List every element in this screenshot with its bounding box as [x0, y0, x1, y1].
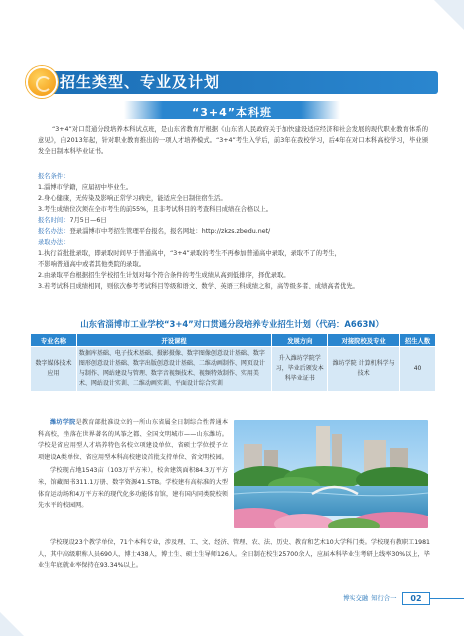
program-intro: “3+4”对口贯通分段培养本科试点班，是山东省教育厅根据《山东省人民政府关于加快建设适应经济和社会发展的现代职业教育体系的意见》，自2013年起，针对职业教育推出的一项人才培养模式。“3+4”考生入学后，前3年在我校学习，后4年在对口本科高校学习，毕业颁发全日制本科毕业证书。: [38, 126, 428, 155]
college-name: 潍坊学院: [50, 419, 76, 426]
cell-direction: 升入潍坊学院学习，毕业后颁发本科毕业证书: [272, 347, 328, 392]
program-title-banner: [124, 101, 340, 119]
college-paragraph: 学校现占地1543亩（103万平方米），校舍建筑面积84.3万平方米，馆藏图书311.1万册、数字资源41.5TB。学校建有高标准的大型体育运动场和4万平方米的现代化多功能体育馆，建有国内同类院校领先水平的校园网。: [38, 467, 228, 510]
campus-illustration: [234, 420, 428, 528]
method-value: 登录淄博市中考招生管理平台报名，报名网址：http://zkzs.zbedu.net/: [69, 228, 271, 235]
admission-item: 3.若考试科目成绩相同，则依次参考考试科目等级和语文、数学、英语三科成绩之和，高等级多者、成绩高者优先。: [38, 283, 359, 290]
slogan-part-b: 知行合一: [371, 595, 397, 602]
footer-slogan: [340, 593, 396, 605]
admission-item: 1.执行首批批录取，即录取时间早于普通高中，“3+4”录取的考生不再参加普通高中录取，录取不了的考生，: [38, 250, 341, 257]
table-header-row: [31, 334, 436, 347]
slogan-part-a: 博实交融: [343, 595, 369, 602]
condition-item: 1.淄博市学籍，应届初中毕业生。: [38, 184, 133, 191]
time-value: 7月5日—6日: [69, 217, 107, 224]
corner-decoration-top: [434, 0, 464, 30]
header-direction: 发展方向: [272, 334, 328, 347]
registration-time: [38, 215, 430, 226]
admission-item: 不影响普通高中或者其他类院的录取。: [38, 261, 146, 268]
page-number: 02: [402, 592, 430, 605]
corner-decoration-bottom: [0, 612, 24, 636]
header-major: 专业名称: [31, 334, 77, 347]
cell-major: 数字媒体技术应用: [31, 347, 77, 392]
admission-conditions: [38, 171, 430, 292]
header-courses: 开设课程: [76, 334, 271, 347]
program-title: “3+4”本科班: [192, 106, 272, 119]
section-title: 招生类型、专业及计划: [60, 73, 221, 91]
campus-photo: [234, 420, 428, 528]
enrollment-plan-table: [30, 333, 436, 392]
college-intro: [38, 417, 228, 514]
footer-rule: [430, 598, 464, 599]
admission-item: 2.由录取平台根据招生学校招生计划对每个符合条件的考生成绩从高到低排序，择优录取。: [38, 272, 290, 279]
cell-partner: 潍坊学院 计算机科学与技术: [328, 347, 400, 392]
admission-heading: 录取办法：: [38, 239, 70, 246]
registration-method: [38, 226, 430, 237]
table-row: [31, 347, 436, 392]
section-badge-icon: [26, 66, 58, 98]
condition-item: 3.考生成绩位次须在全市考生的前55%，且非考试科目的考查科目成绩在合格以上。: [38, 206, 273, 213]
cell-count: 40: [400, 347, 436, 392]
condition-item: 2.身心健康，无传染及影响正常学习病史，能适应全日制住宿生活。: [38, 195, 227, 202]
time-label: 报名时间：: [38, 217, 70, 224]
header-count: 招生人数: [400, 334, 436, 347]
conditions-heading: 报名条件：: [38, 173, 70, 180]
method-label: 报名办法：: [38, 228, 70, 235]
header-partner: 对接院校及专业: [328, 334, 400, 347]
plan-title: 山东省淄博市工业学校“3+4”对口贯通分段培养专业招生计划（代码：A663N）: [80, 319, 384, 329]
college-paragraph: 潍坊学院是教育部批准设立的一所山东省属全日制综合性普通本科高校，坐落在世界著名的风筝之都、全国文明城市——山东潍坊。学校是省应用型人才培养特色名校立项建设单位、省硕士学位授予立项建设A类单位、省应用型本科高校建设首批支持单位、省文明校园。: [38, 419, 229, 461]
college-paragraph: 学校现设23个教学单位，71个本科专业，涉及理、工、文、经济、管理、农、法、历史、教育和艺术10大学科门类。学校现有教职工1981人，其中高级职称人员690人，博士438人，博士生、硕士生导师126人。全日制在校生25700余人，应届本科毕业生考研上线率30%以上，毕业生年底就业率保持在93.34%以上。: [38, 539, 430, 570]
section-header: [26, 66, 438, 98]
cell-courses: 数据库基础、电子技术基础、摄影摄像、数字图像创意设计基础、数字图形创意设计基础、数字出版创意设计基础、二维动画制作、网页设计与制作、网站建设与管理、数字音视频技术、视频特效制作、实用美术、网站设计实训、二维动画实训、平面设计综合实训: [76, 347, 271, 392]
college-intro-full: [38, 537, 430, 572]
